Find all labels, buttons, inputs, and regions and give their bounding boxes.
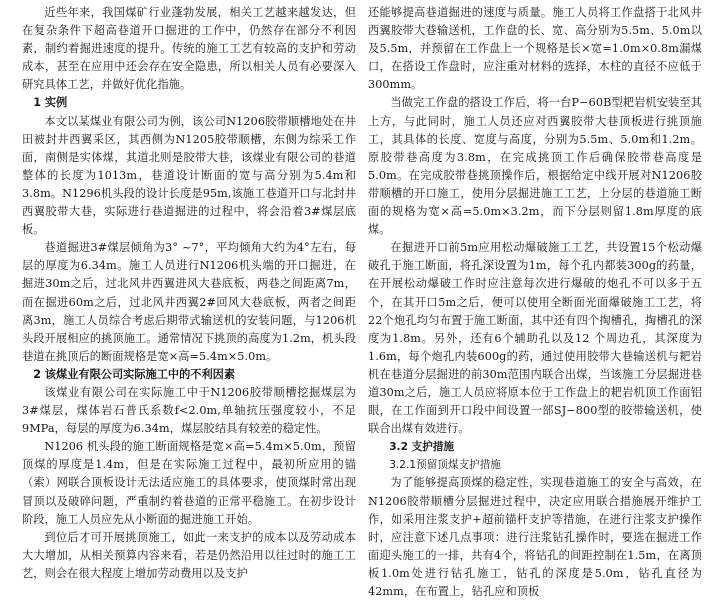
right-column — [368, 4, 702, 598]
right-paragraph-4: 为了能够提高顶煤的稳定性，实现巷道施工的安全与高效，在N1206胶带顺槽分层掘进过程中，决定应用联合措施展开维护工作，如采用注浆支护+超前锚杆支护等措施，在进行注浆支护操作时，应注意下述几点事项：进行注浆钻孔操作时，要选在掘进工作面迎头施工的一排，共有4个，将钻孔的间距控制在1.5m，在离顶板1.0m处进行钻孔施工，钻孔的深度是5.0m，钻孔直径为42mm，在布置上，钻孔应和顶板 — [368, 476, 702, 598]
intro-paragraph: 近些年来，我国煤矿行业蓬勃发展，相关工艺越来越发达，但在复杂条件下超高巷道开口掘进的工作中，仍然存在部分不利因素，制约着掘进速度的提升。传统的施工工艺有较高的支护和劳动成本，甚至在应用中还会存在安全隐患，所以相关人员有必要深入研究具体工艺，并做好优化指施。 — [22, 6, 356, 92]
section-3-2-heading: 3.2 支护措施 — [389, 441, 455, 454]
section-1-paragraph-2: 巷道掘进3#煤层倾角为3° ~7°，平均倾角大约为4°左右，每层的厚度为6.34m。施工人员进行N1206机头端的开口掘进，在掘进30m之后，过北风井西翼进风大巷底板，两巷之间距离7m，而在掘进60m之后，过北风井西翼2#回风大巷底板，两者之间距离3m，施工人员综合考虑后期带式输送机的安装问题，与1206机头段开展相应的挑顶施工。通常情况下挑顶的高度为1.2m，机头段巷道在挑顶后的断面规格是宽×高=5.4m×5.0m。 — [22, 241, 356, 363]
section-3-2-1-heading: 3.2.1预留顶煤支护措施 — [389, 459, 501, 472]
section-1-paragraph-1: 本文以某煤业有限公司为例，该公司N1206胶带顺槽地处在井田被封井西翼采区，其西侧为N1205胶带顺槽，东侧为综采工作面，南侧是实体煤，其道北则是胶带大巷，该煤业有限公司的巷道整体的长度为1013m，巷道设计断面的宽与高分别为5.4m和3.8m。N1296机头段的设计长度是95m,该施工巷道开口与北封井西翼胶带大巷，实际进行巷道掘进的过程中，将会沿着3#煤层底板。 — [22, 114, 356, 237]
section-2-paragraph-3: 到位后才可开展挑顶施工，如此一来支护的成本以及劳动成本大大增加，从相关预算内容来看，若是仍然沿用以往过时的施工工艺，则会在很大程度上增加劳动费用以及支护 — [22, 530, 356, 580]
section-1-heading: 1 实例 — [33, 96, 68, 110]
right-paragraph-2: 当做完工作盘的搭设工作后，将一台P−60B型耙岩机安装至其上方，与此同时，施工人员还应对西翼胶带大巷顶板进行挑顶施工，其具体的长度、宽度与高度，分别为5.5m、5.0m和1.2m。原胶带巷高度为3.8m，在完成挑顶工作后确保胶带巷高度是5.0m。在完成胶带巷挑顶操作后，根据给定中线开展对N1206胶带顺槽的开口施工，使用分层掘进施工工艺，上分层的巷道施工断面的规格为宽×高=5.0m×3.2m，而下分层则留1.8m厚度的底煤。 — [368, 96, 702, 237]
right-paragraph-3: 在掘进开口前5m应用松动爆破施工工艺，共设置15个松动爆破孔于施工断面，将孔深设置为1m，每个孔内都装300g的药量，在开展松动爆破工作时应注意每次进行爆破的炮孔不可以多于五个，在其开口5m之后，便可以使用全断面光面爆破施工工艺，将22个炮孔均匀布置于施工断面，其中还有四个掏槽孔，掏槽孔的深度为1.8m。另外，还有6个辅助孔以及12 个周边孔，其深度为1.6m，每个炮孔内装600g的药，通过使用胶带大巷输送机与耙岩机在巷道分层掘进的前30m范围内联合出煤，当该施工分层掘进巷道30m之后，施工人员应将原本位于工作盘上的耙岩机顶工作面铝眼，在工作面到开口段中间设置一部SJ−800型的胶带输送机，使联合出煤有效进行。 — [368, 241, 702, 436]
section-2-heading: 2 该煤业有限公司实际施工中的不利因素 — [33, 367, 236, 381]
section-2-paragraph-2: N1206 机头段的施工断面规格是宽×高=5.4m×5.0m，预留顶煤的厚度是1.4m，但是在实际施工过程中，最初所应用的锚（索）网联合顶板设计无法适应施工的具体要求，使顶煤时常出现冒顶以及破碎问题，严重制约着巷道的正常平稳施工。在初步设计阶段，施工人员应先从小断面的掘进施工开始。 — [22, 440, 356, 526]
left-column — [22, 4, 356, 580]
right-paragraph-1: 还能够提高巷道掘进的速度与质量。施工人员将工作盘搭于北风井西翼胶带大巷输送机，工作盘的长、宽、高分别为5.5m、5.0m以及5.5m，并预留在工作盘上一个规格是长×宽=1.0m×0.8m漏煤口，在搭设工作盘时，应注重对材料的选择，木柱的直径不应低于300mm。 — [368, 6, 702, 92]
section-2-paragraph-1: 该煤业有限公司在实际施工中于N1206胶带顺槽挖掘煤层为3#煤层，煤体岩石普氏系数f<2.0m,单轴抗压强度较小，不足9MPa，每层的厚度为6.34m，煤层胶结具有较差的稳定性。 — [22, 385, 356, 436]
